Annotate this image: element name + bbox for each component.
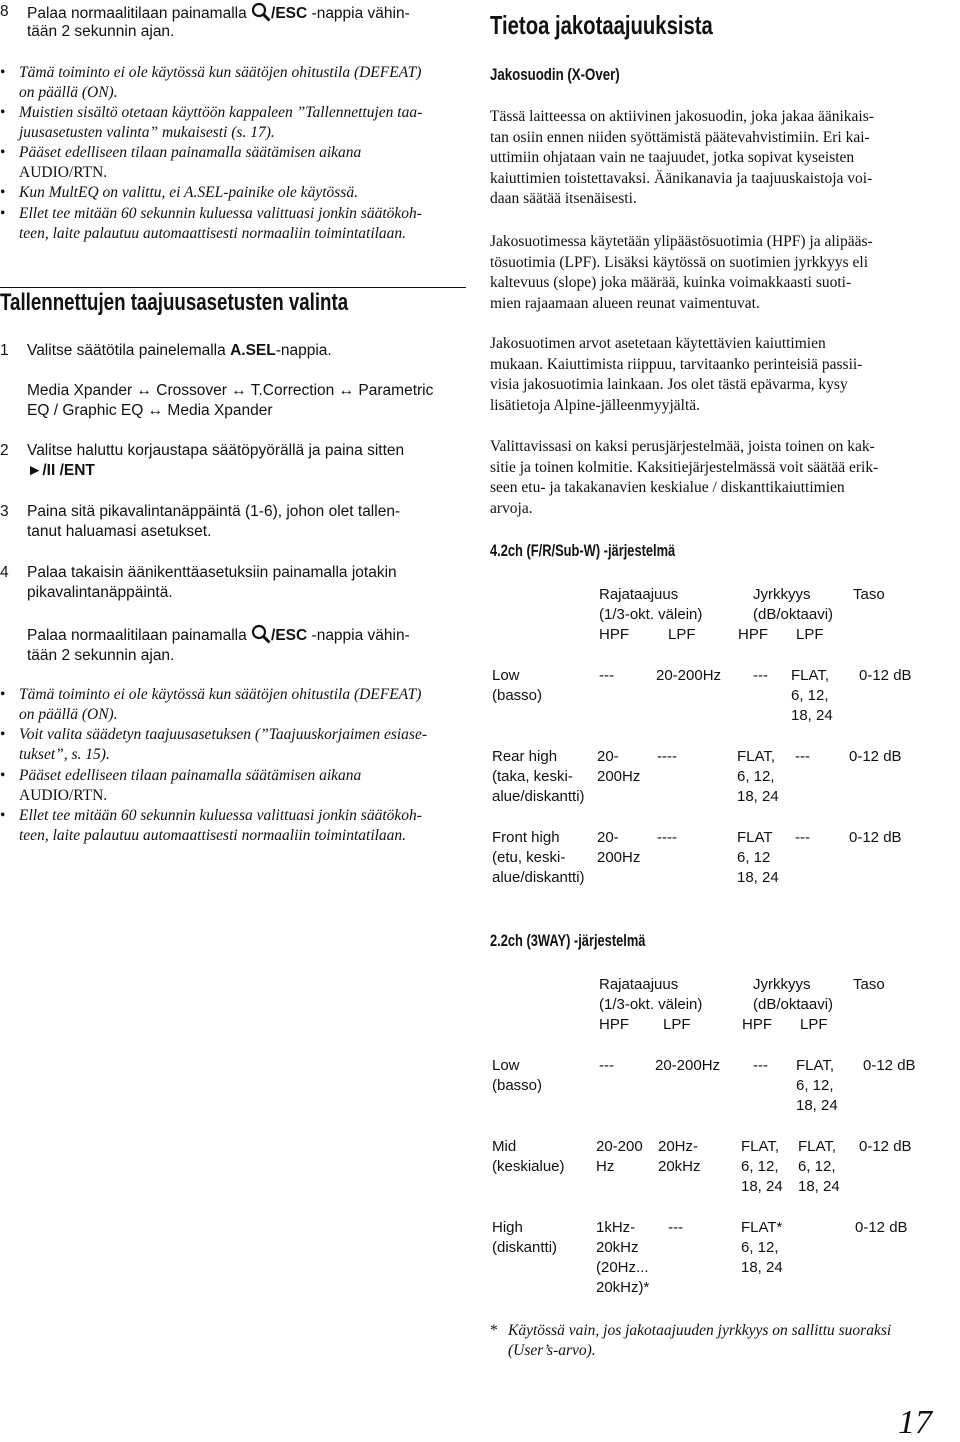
note-text: Ellet tee mitään 60 sekunnin kuluessa valittuasi jonkin säätökoh- (19, 205, 422, 222)
paragraph-line: mien rajaamaan alueen reunat vaimentuvat. (490, 294, 760, 312)
play-pause-enter-key-label: ►/II /ENT (27, 462, 95, 479)
paragraph-line: tan osiin ennen niiden syöttämistä päätevahvistimiin. Eri kai- (490, 128, 870, 146)
step-text: tään 2 sekunnin ajan. (27, 647, 175, 664)
step-text: -nappia vähin- (311, 5, 410, 22)
table-heading: 4.2ch (F/R/Sub-W) -järjestelmä (490, 542, 676, 560)
cell: ---- (657, 829, 677, 846)
page-number: 17 (898, 1404, 932, 1441)
header-cell: (1/3-okt. välein) (599, 996, 703, 1013)
cell: --- (599, 1057, 614, 1074)
note-text: juusasetusten valinta” mukaisesti (s. 17). (19, 124, 275, 141)
note-text: on päällä (ON). (19, 706, 118, 723)
page-title: Tietoa jakotaajuuksista (490, 10, 713, 40)
header-cell: Rajataajuus (599, 976, 679, 993)
note-text: Kun MultEQ on valittu, ei A.SEL-painike ole käytössä. (19, 184, 358, 201)
mode-item: Crossover (156, 382, 227, 399)
note-text: tukset”, s. 15). (19, 746, 110, 763)
cell: ---- (657, 748, 677, 765)
paragraph-line: daan säätää itsenäisesti. (490, 190, 637, 207)
cycle-arrow-icon: ↔ (147, 402, 164, 419)
cell: FLAT, 6, 12, 18, 24 (798, 1138, 840, 1195)
cell: 0-12 dB (863, 1057, 916, 1074)
row-label: Mid (keskialue) (492, 1138, 565, 1175)
header-cell: HPF (738, 626, 768, 643)
subsection-title: Jakosuodin (X-Over) (490, 65, 620, 84)
note-text: Tämä toiminto ei ole käytössä kun säätöjen ohitustila (DEFEAT) (19, 686, 422, 703)
header-cell: (1/3-okt. välein) (599, 606, 703, 623)
esc-key-label: /ESC (271, 627, 308, 644)
step-number: 2 (0, 442, 9, 459)
note-text: teen, laite palautuu automaattisesti normaaliin toimintatilaan. (19, 225, 407, 242)
footnote-marker: * (490, 1322, 498, 1339)
paragraph-line: uttimiin ohjataan vain ne taajuudet, jotka sopivat kyseisten (490, 149, 855, 166)
step-number: 3 (0, 503, 9, 520)
step-text: Palaa takaisin äänikenttäasetuksiin painamalla jotakin (27, 564, 397, 581)
cell: 20- 200Hz (597, 829, 641, 866)
header-cell: Taso (853, 976, 885, 993)
cell: --- (599, 667, 614, 684)
cell: --- (753, 1057, 768, 1074)
cell: 0-12 dB (849, 748, 902, 765)
cycle-arrow-icon: ↔ (231, 382, 247, 399)
step-number: 1 (0, 342, 9, 359)
cell: 20-200Hz (655, 1057, 721, 1074)
header-cell (753, 975, 833, 1015)
cell: FLAT 6, 12 18, 24 (737, 829, 779, 886)
step-text: pikavalintanäppäintä. (27, 584, 173, 601)
section-title: Tallennettujen taajuusasetusten valinta (0, 289, 349, 316)
header-cell: LPF (800, 1016, 828, 1033)
mode-item: Media Xpander (167, 402, 273, 419)
mode-item: Media Xpander (27, 382, 133, 399)
footnote-text: (User’s-arvo). (508, 1342, 596, 1359)
cell: 0-12 dB (859, 667, 912, 684)
header-cell: LPF (663, 1016, 691, 1033)
cell: 1kHz- 20kHz (20Hz... 20kHz)* (596, 1219, 650, 1296)
header-cell-text: Jyrkkyys (753, 586, 811, 603)
table-header (599, 975, 702, 1015)
cell: 0-12 dB (855, 1219, 908, 1236)
step-number: 8 (0, 3, 9, 20)
note-text: Voit valita säädetyn taajuusasetuksen (”Taajuuskorjaimen esiase- (19, 726, 427, 743)
row-label: Rear high (taka, keski- alue/diskantti) (492, 748, 585, 805)
table-heading: 2.2ch (3WAY) -järjestelmä (490, 932, 646, 950)
cycle-arrow-icon: ↔ (136, 382, 152, 399)
paragraph-line: Tässä laitteessa on aktiivinen jakosuodin, joka jakaa äänikais- (490, 108, 874, 125)
header-cell: HPF (599, 1016, 629, 1033)
header-cell-text: Jyrkkyys (753, 976, 811, 993)
cell: --- (668, 1219, 683, 1236)
cell: 20-200 Hz (596, 1138, 643, 1175)
row-label: Low (basso) (492, 667, 543, 704)
row-label: Front high (etu, keski- alue/diskantti) (492, 829, 585, 886)
cell: 0-12 dB (849, 829, 902, 846)
paragraph-line: kaiuttimien toistettavaksi. Äänikanavia ja taajuuskaistoja voi- (490, 169, 873, 187)
cell: 20- 200Hz (597, 748, 641, 785)
footnote-text: Käytössä vain, jos jakotaajuuden jyrkkyys on sallittu suoraksi (508, 1322, 892, 1339)
cell: FLAT, 6, 12, 18, 24 (791, 667, 833, 724)
paragraph-line: lisätietoja Alpine-jälleenmyyjältä. (490, 396, 701, 414)
cell: FLAT* 6, 12, 18, 24 (741, 1219, 783, 1276)
cell: FLAT, 6, 12, 18, 24 (737, 748, 779, 805)
paragraph-line: kaltevuus (slope) joka määrää, kuinka voimakkaasti suoti- (490, 274, 852, 291)
cell: FLAT, 6, 12, 18, 24 (741, 1138, 783, 1195)
step-text: -nappia. (275, 342, 332, 359)
note-text: Pääset edelliseen tilaan painamalla säätämisen aikana (19, 144, 362, 161)
cell: 0-12 dB (859, 1138, 912, 1155)
note-text: on päällä (ON). (19, 84, 118, 101)
esc-key-label: /ESC (271, 5, 308, 22)
header-cell: HPF (742, 1016, 772, 1033)
cell: 20Hz- 20kHz (658, 1138, 701, 1175)
header-cell: LPF (668, 626, 696, 643)
note-text: Pääset edelliseen tilaan painamalla säätämisen aikana (19, 767, 362, 784)
note-key: AUDIO/RTN. (19, 164, 108, 181)
cell: FLAT, 6, 12, 18, 24 (796, 1057, 838, 1114)
asel-key-label: A.SEL (230, 342, 276, 359)
paragraph-line: sitie ja toinen kolmitie. Kaksitiejärjestelmässä voit säätää erik- (490, 458, 879, 476)
mode-item: T.Correction (250, 382, 335, 399)
row-label: Low (basso) (492, 1057, 543, 1094)
header-cell: Taso (853, 586, 885, 603)
cell: --- (795, 829, 810, 846)
step-text: Valitse haluttu korjaustapa säätöpyörällä ja paina sitten (27, 442, 405, 459)
cycle-arrow-icon: ↔ (338, 382, 355, 399)
paragraph-line: Valittavissasi on kaksi perusjärjestelmää, joista toinen on kak- (490, 438, 875, 455)
note-text: Tämä toiminto ei ole käytössä kun säätöjen ohitustila (DEFEAT) (19, 64, 422, 81)
step-number: 4 (0, 564, 9, 581)
header-cell-text: (dB/oktaavi) (753, 996, 834, 1013)
cell: 20-200Hz (656, 667, 722, 684)
paragraph-line: Jakosuotimen arvot asetetaan käytettävien kaiuttimien (490, 335, 826, 352)
header-cell: Rajataajuus (599, 586, 679, 603)
step-text: Palaa normaalitilaan painamalla (27, 627, 247, 644)
step-text: tään 2 sekunnin ajan. (27, 23, 175, 40)
paragraph-line: arvoja. (490, 499, 533, 517)
note-text: Ellet tee mitään 60 sekunnin kuluessa valittuasi jonkin säätökoh- (19, 807, 422, 824)
paragraph-line: visia jakosuotimia lainkaan. Jos olet tästä epävarma, kysy (490, 376, 848, 393)
mode-item: Parametric (358, 382, 434, 399)
header-cell: LPF (796, 626, 824, 643)
cell: --- (753, 667, 768, 684)
header-cell-text: (dB/oktaavi) (753, 606, 834, 623)
paragraph-line: seen etu- ja takakanavien keskialue / diskanttikaiuttimien (490, 479, 845, 496)
cell: --- (795, 748, 810, 765)
step-text: Palaa normaalitilaan painamalla (27, 5, 247, 22)
paragraph-line: tösuotimia (LPF). Lisäksi käytössä on suotimien jyrkkyys eli (490, 253, 869, 271)
paragraph-line: Jakosuotimessa käytetään ylipäästösuotimia (HPF) ja alipääs- (490, 233, 873, 250)
note-text: teen, laite palautuu automaattisesti normaaliin toimintatilaan. (19, 827, 407, 844)
step-text: Valitse säätötila painelemalla (27, 342, 231, 359)
step-text: tanut haluamasi asetukset. (27, 523, 212, 540)
step-text: -nappia vähin- (311, 627, 410, 644)
header-cell: HPF (599, 626, 629, 643)
paragraph-line: mukaan. Kaiuttimista riippuu, tarvitaanko perinteisiä passii- (490, 355, 863, 373)
mode-item: EQ / Graphic EQ (27, 402, 144, 419)
row-label: High (diskantti) (492, 1219, 558, 1256)
note-text: Muistien sisältö otetaan käyttöön kappaleen ”Tallennettujen taa- (19, 104, 423, 121)
note-key: AUDIO/RTN. (19, 787, 108, 804)
step-text: Paina sitä pikavalintanäppäintä (1-6), johon olet tallen- (27, 503, 401, 520)
